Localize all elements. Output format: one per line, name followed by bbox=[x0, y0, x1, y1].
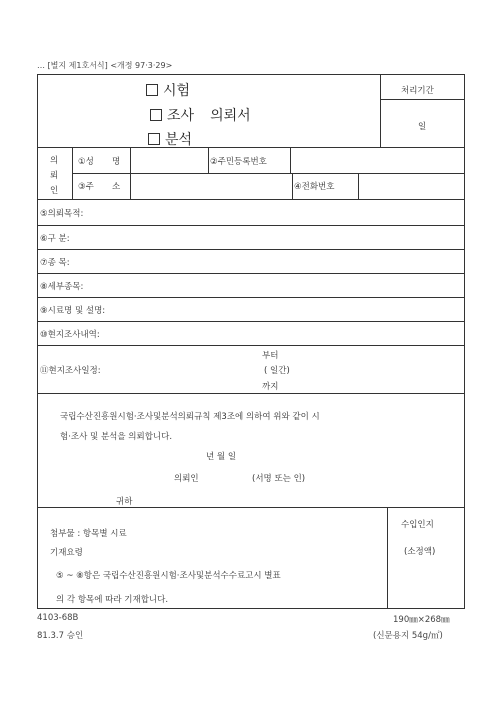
type-label: ⑦종 목: bbox=[40, 258, 70, 268]
rule bbox=[38, 297, 464, 298]
instructions-line-2: 의 각 항목에 따라 기재합니다. bbox=[56, 595, 169, 605]
rule bbox=[38, 507, 464, 508]
rule bbox=[380, 99, 464, 100]
resident-id-label: ②주민등록번호 bbox=[210, 157, 267, 167]
processing-period-label: 처리기간 bbox=[401, 86, 434, 96]
address-label: 소 bbox=[112, 182, 121, 192]
phone-label: ④전화번호 bbox=[294, 182, 335, 192]
field-survey-schedule-label: ⑪현지조사일정: bbox=[40, 366, 101, 376]
schedule-to: 까지 bbox=[262, 382, 279, 392]
address-number: ③주 bbox=[78, 182, 94, 192]
checkbox-test[interactable] bbox=[146, 84, 158, 96]
rule bbox=[290, 147, 291, 173]
rule bbox=[292, 173, 293, 199]
rule bbox=[38, 199, 464, 200]
instructions-line-1: ⑤ ~ ⑧항은 국립수산진흥원시험·조사및분석수수료고시 별표 bbox=[56, 571, 281, 581]
addressee: 귀하 bbox=[116, 497, 133, 507]
rule bbox=[38, 147, 464, 148]
subtype-label: ⑧세부종목: bbox=[40, 282, 84, 292]
requester-signature-label: 의뢰인 bbox=[174, 474, 199, 484]
declaration-date: 년 월 일 bbox=[206, 452, 237, 462]
title-test-option: 시험 bbox=[146, 80, 190, 100]
name-label: 명 bbox=[112, 157, 121, 167]
signature-or-seal: (서명 또는 인) bbox=[252, 474, 306, 484]
rule bbox=[38, 273, 464, 274]
category-label: ⑥구 분: bbox=[40, 234, 70, 244]
checkbox-survey[interactable] bbox=[150, 109, 162, 121]
rule bbox=[38, 393, 464, 394]
rule bbox=[380, 75, 381, 147]
rule bbox=[38, 321, 464, 322]
title-analysis-option: 분석 bbox=[148, 129, 192, 149]
declaration-line-1: 국립수산진흥원시험·조사및분석의뢰규칙 제3조에 의하여 위와 같이 시 bbox=[60, 412, 320, 422]
revenue-stamp-amount: (소정액) bbox=[404, 547, 436, 557]
rule bbox=[38, 249, 464, 250]
instructions-title: 기재요령 bbox=[50, 548, 83, 558]
requester-side-label-2: 뢰 bbox=[50, 171, 59, 181]
processing-period-unit: 일 bbox=[418, 122, 427, 132]
rule bbox=[38, 345, 464, 346]
requester-side-label-3: 인 bbox=[50, 186, 59, 196]
approval-date: 81.3.7 승인 bbox=[37, 631, 84, 641]
attachments-line: 첨부물 : 항목별 시료 bbox=[50, 529, 127, 539]
title-survey-option: 조사 의뢰서 bbox=[150, 105, 251, 125]
rule bbox=[358, 173, 359, 199]
checkbox-analysis[interactable] bbox=[148, 133, 160, 145]
requester-side-label-1: 의 bbox=[50, 156, 59, 166]
paper-size: 190㎜×268㎜ bbox=[393, 615, 450, 625]
rule bbox=[72, 147, 73, 199]
rule bbox=[38, 225, 464, 226]
request-form bbox=[37, 74, 465, 609]
declaration-line-2: 험·조사 및 분석을 의뢰합니다. bbox=[60, 432, 173, 442]
schedule-days: ( 일간) bbox=[264, 366, 290, 376]
sample-description-label: ⑨시료명 및 설명: bbox=[40, 306, 106, 316]
form-header-note: … [별지 제1호서식] <개정 97·3·29> bbox=[37, 61, 173, 70]
rule bbox=[208, 147, 209, 173]
purpose-label: ⑤의뢰목적: bbox=[40, 209, 84, 219]
form-code: 4103-68B bbox=[37, 613, 79, 623]
paper-spec: (신문용지 54g/㎡) bbox=[373, 631, 443, 641]
rule bbox=[130, 147, 131, 199]
schedule-from: 부터 bbox=[262, 351, 279, 361]
name-number: ①성 bbox=[78, 157, 94, 167]
rule bbox=[387, 507, 388, 609]
revenue-stamp-label: 수입인지 bbox=[401, 520, 434, 530]
field-survey-details-label: ⑩현지조사내역: bbox=[40, 330, 100, 340]
